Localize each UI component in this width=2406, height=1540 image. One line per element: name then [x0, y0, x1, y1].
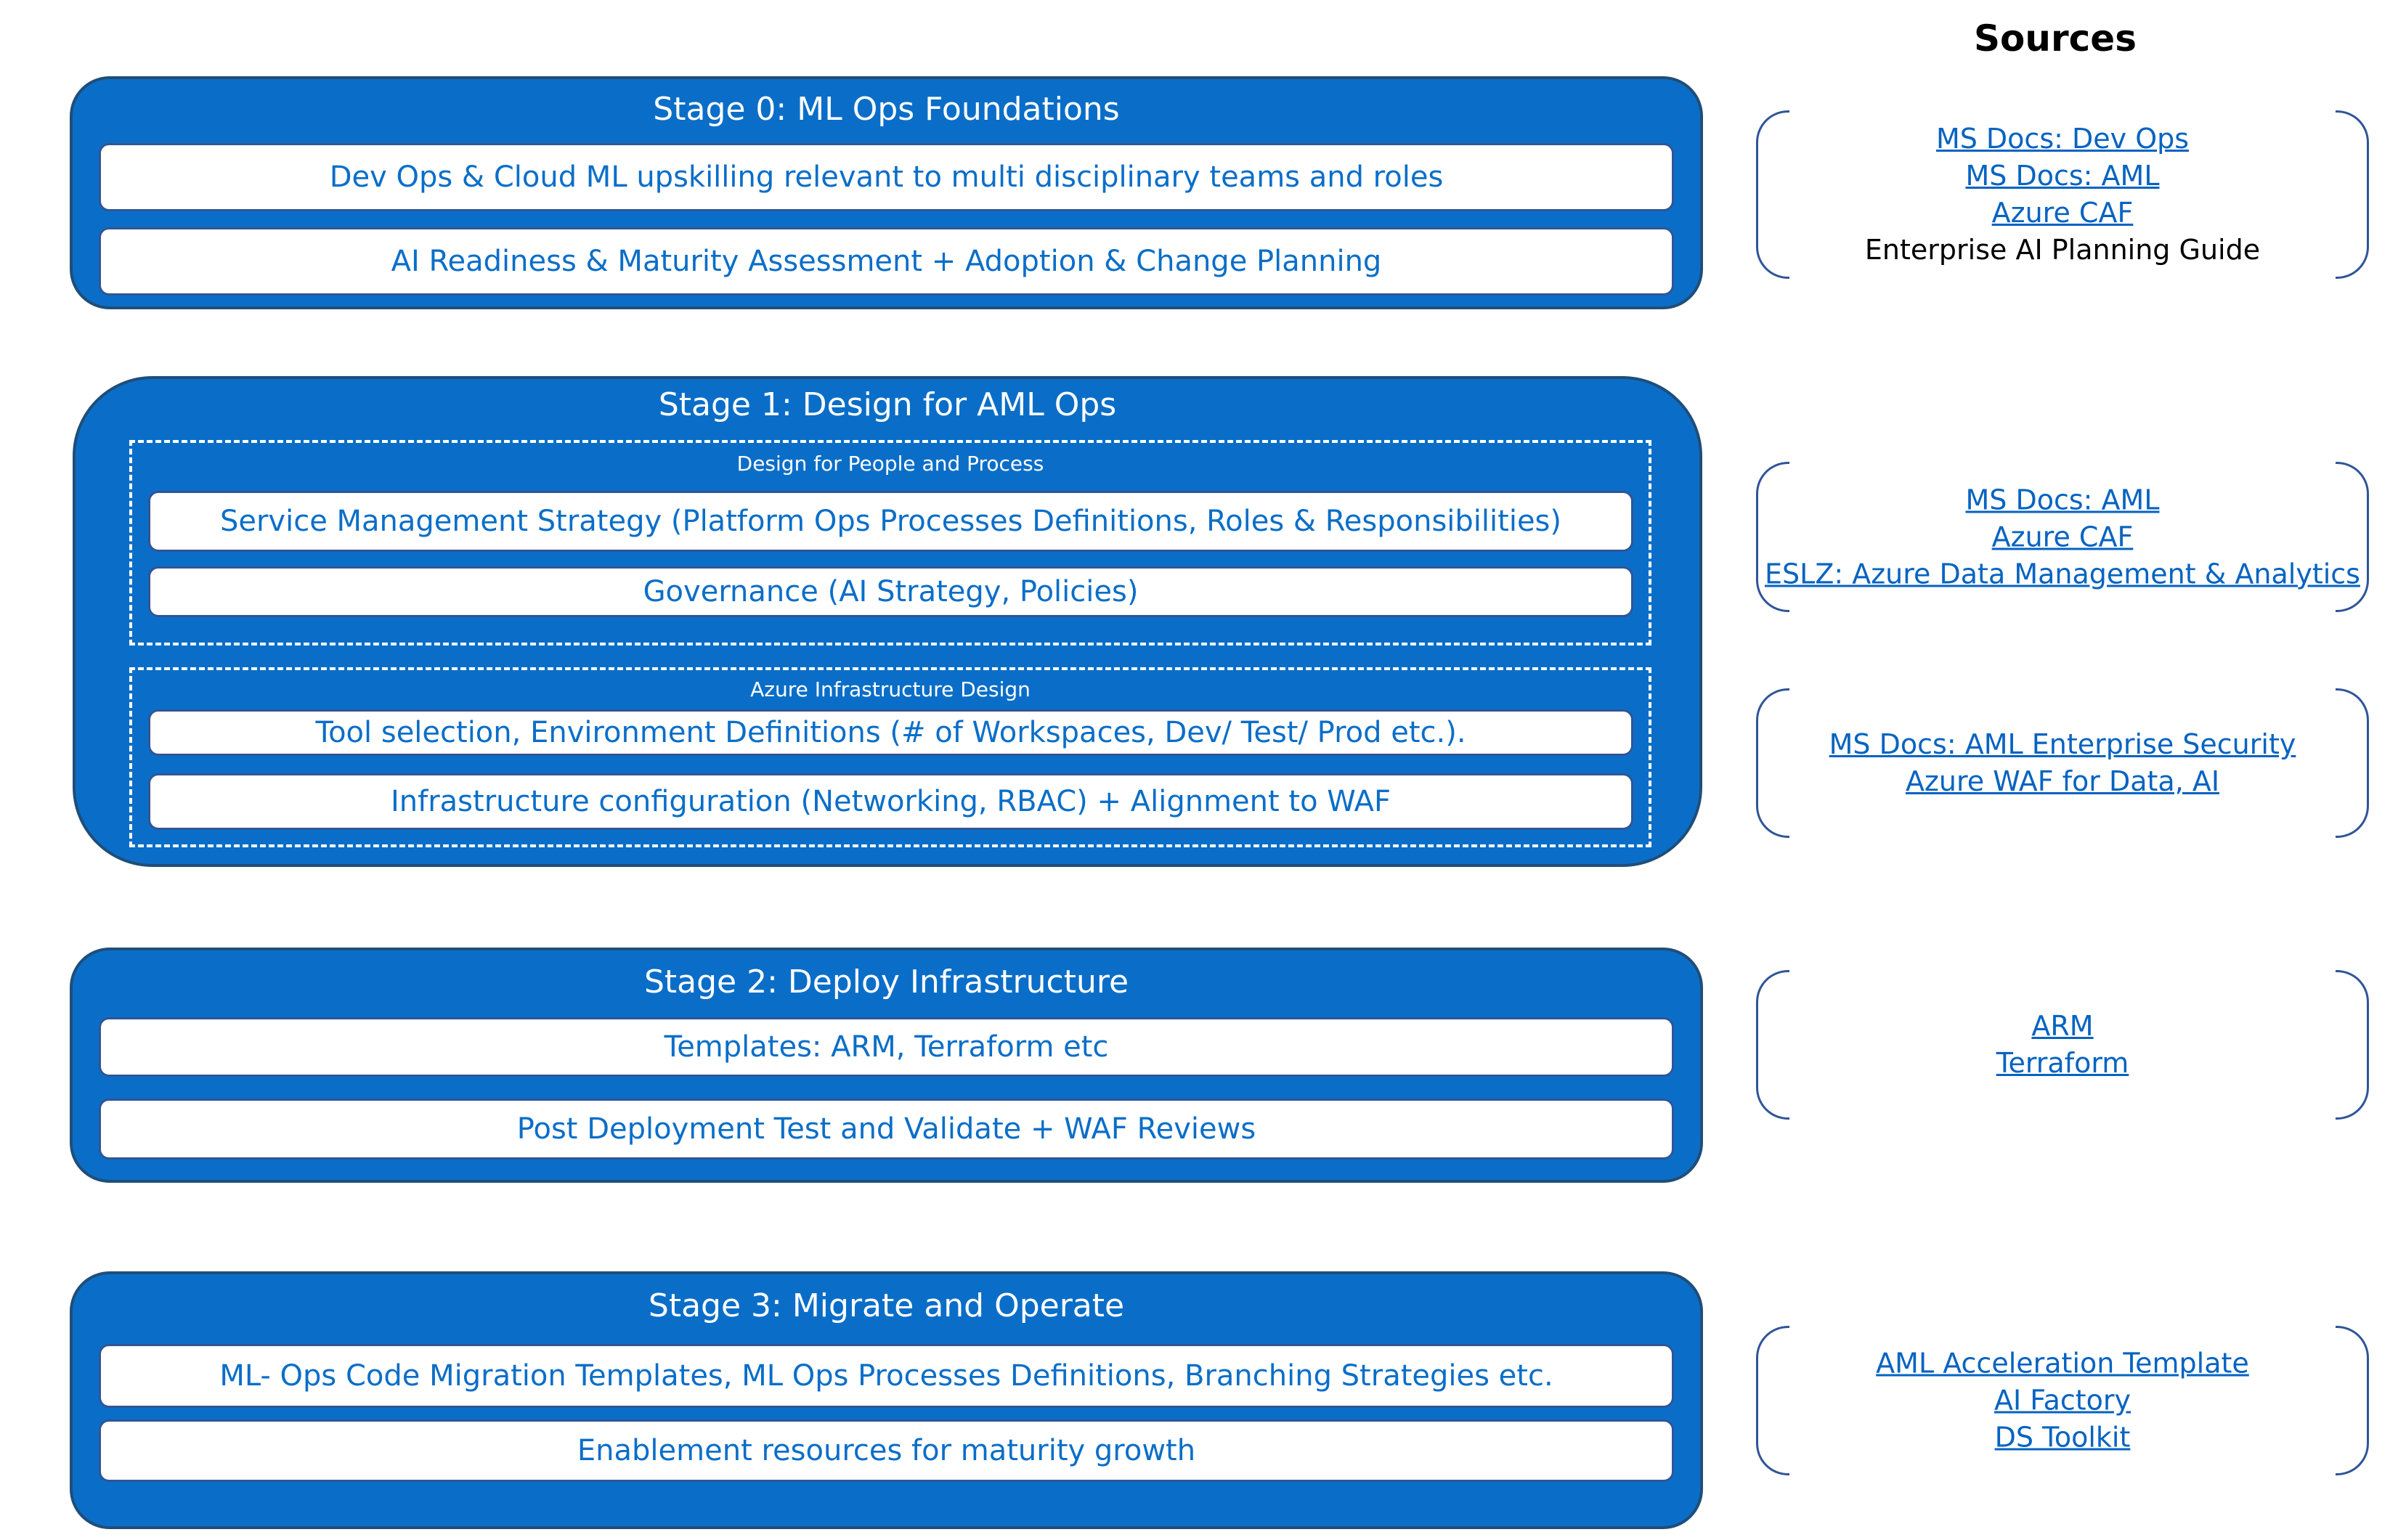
stage-0-item-upskilling: Dev Ops & Cloud ML upskilling relevant to multi disciplinary teams and roles	[99, 143, 1674, 211]
stage-3-item-enablement: Enablement resources for maturity growth	[99, 1419, 1674, 1482]
sources-group-stage-2	[1756, 970, 2369, 1120]
source-link-aml-acceleration-template[interactable]: AML Acceleration Template	[1876, 1347, 2249, 1380]
design-people-process-group	[129, 440, 1651, 645]
sources-list	[1756, 1008, 2369, 1082]
source-link-azure-caf[interactable]: Azure CAF	[1991, 197, 2134, 229]
source-link-ms-docs-aml[interactable]: MS Docs: AML	[1965, 484, 2160, 516]
source-link-ms-docs-devops[interactable]: MS Docs: Dev Ops	[1935, 123, 2190, 155]
sources-list	[1756, 121, 2369, 269]
stage-1-item-governance: Governance (AI Strategy, Policies)	[148, 566, 1633, 617]
stage-1-item-service-management: Service Management Strategy (Platform Ops Processes Definitions, Roles & Responsibilities)	[148, 491, 1633, 552]
stage-3-title: Stage 3: Migrate and Operate	[648, 1287, 1125, 1324]
sources-group-design-people	[1756, 462, 2369, 612]
stage-2-panel	[70, 948, 1703, 1183]
sources-group-stage-3	[1756, 1326, 2369, 1475]
source-link-ai-factory[interactable]: AI Factory	[1994, 1384, 2131, 1417]
group-title-people-process: Design for People and Process	[736, 452, 1044, 476]
source-link-azure-waf-data-ai[interactable]: Azure WAF for Data, AI	[1905, 765, 2220, 797]
source-link-ds-toolkit[interactable]: DS Toolkit	[1994, 1421, 2131, 1454]
sources-group-stage-0	[1756, 110, 2369, 279]
stage-2-item-templates: Templates: ARM, Terraform etc	[99, 1017, 1674, 1077]
sources-list	[1756, 726, 2369, 800]
sources-list	[1756, 481, 2369, 592]
source-text-enterprise-ai-planning-guide: Enterprise AI Planning Guide	[1864, 234, 2261, 266]
source-link-terraform[interactable]: Terraform	[1996, 1047, 2129, 1079]
source-link-eslz-data-management[interactable]: ESLZ: Azure Data Management & Analytics	[1765, 558, 2360, 590]
stage-1-item-infrastructure-config: Infrastructure configuration (Networking, RBAC) + Alignment to WAF	[148, 773, 1633, 830]
source-link-arm[interactable]: ARM	[2031, 1010, 2094, 1042]
source-link-azure-caf[interactable]: Azure CAF	[1991, 521, 2134, 553]
stage-3-panel	[70, 1271, 1703, 1529]
stage-2-item-post-deployment: Post Deployment Test and Validate + WAF Reviews	[99, 1099, 1674, 1160]
stage-1-title: Stage 1: Design for AML Ops	[658, 386, 1117, 423]
stage-0-item-readiness: AI Readiness & Maturity Assessment + Adoption & Change Planning	[99, 227, 1674, 296]
source-link-ms-docs-aml[interactable]: MS Docs: AML	[1965, 160, 2160, 192]
source-link-aml-enterprise-security[interactable]: MS Docs: AML Enterprise Security	[1829, 728, 2296, 760]
group-title-infrastructure-design: Azure Infrastructure Design	[750, 677, 1031, 701]
stage-3-item-code-migration: ML- Ops Code Migration Templates, ML Ops Processes Definitions, Branching Strategies etc.	[99, 1344, 1674, 1408]
sources-heading: Sources	[1974, 17, 2137, 60]
sources-group-infrastructure-design	[1756, 688, 2369, 838]
stage-2-title: Stage 2: Deploy Infrastructure	[643, 963, 1129, 1001]
azure-infrastructure-design-group	[129, 667, 1651, 847]
stage-1-panel	[73, 376, 1702, 867]
stage-1-item-tool-selection: Tool selection, Environment Definitions (# of Workspaces, Dev/ Test/ Prod etc.).	[148, 709, 1633, 756]
stage-0-title: Stage 0: ML Ops Foundations	[653, 91, 1120, 128]
stage-0-panel	[70, 76, 1703, 309]
sources-list	[1756, 1345, 2369, 1457]
